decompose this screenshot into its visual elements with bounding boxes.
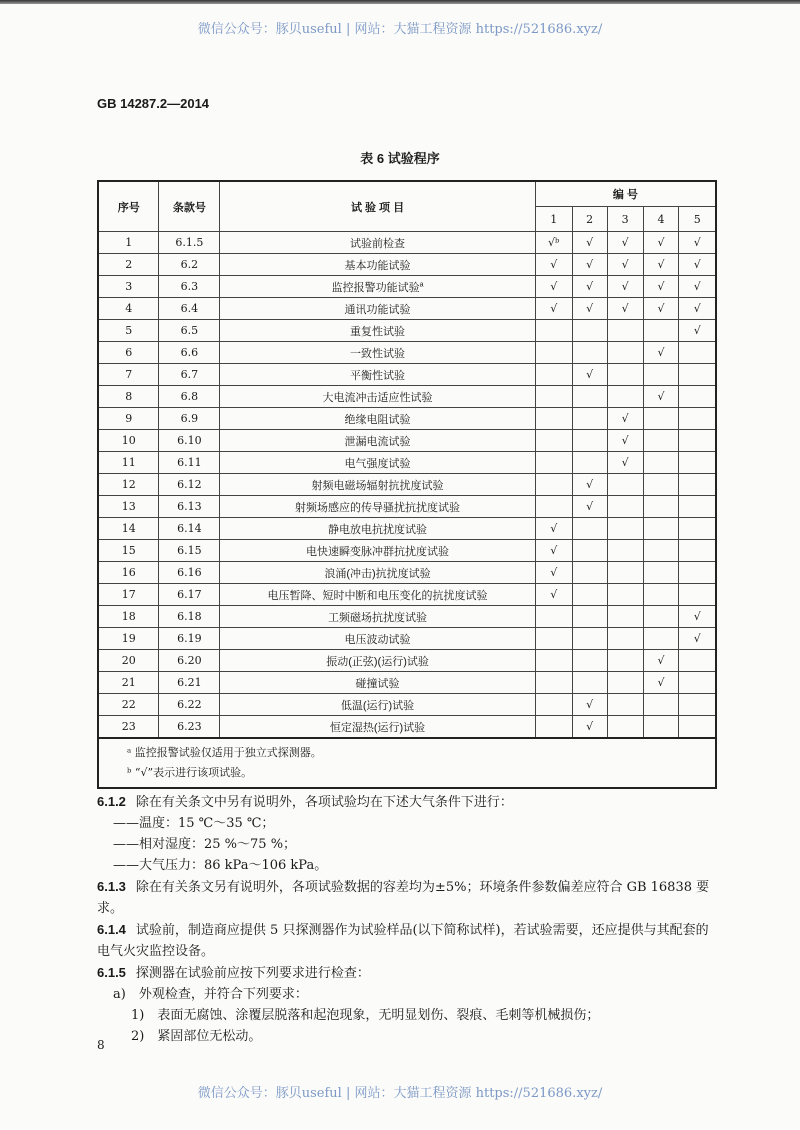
check-cell: √ [643,342,679,364]
table-row [98,342,716,364]
row-seq: 21 [98,672,159,694]
check-cell: √ [607,298,643,320]
check-cell: √ [679,298,716,320]
row-seq: 8 [98,386,159,408]
check-cell [607,716,643,739]
paragraph-text: ——大气压力：86 kPa～106 kPa。 [113,858,328,873]
check-cell [607,628,643,650]
row-item [220,606,535,628]
check-cell [643,320,679,342]
clause-number: 6.1.3 [97,879,126,894]
watermark-bottom: 微信公众号：豚贝useful | 网站：大猫工程资源 https://521686.xyz/ [197,1086,603,1101]
clause-number: 6.1.5 [97,965,126,980]
row-seq: 2 [98,254,159,276]
row-item [220,496,535,518]
check-cell [679,562,716,584]
header-col-3: 3 [607,207,643,232]
check-cell [679,364,716,386]
check-cell [607,672,643,694]
row-seq: 7 [98,364,159,386]
check-cell [572,320,607,342]
check-cell [535,364,572,386]
row-clause: 6.17 [159,584,220,606]
row-item [220,386,535,408]
row-item-label: 恒定湿热(运行)试验 [329,721,426,734]
row-seq: 13 [98,496,159,518]
row-item-label: 大电流冲击适应性试验 [322,391,433,404]
row-clause: 6.15 [159,540,220,562]
check-cell: √ [535,540,572,562]
check-cell: √ [643,232,679,254]
row-item-label: 电压暂降、短时中断和电压变化的抗扰度试验 [267,589,488,602]
row-seq: 10 [98,430,159,452]
check-cell: √ [535,254,572,276]
check-cell: √ [607,254,643,276]
check-cell [643,452,679,474]
row-clause: 6.16 [159,562,220,584]
row-clause: 6.23 [159,716,220,739]
check-cell [607,496,643,518]
table-row [98,496,716,518]
row-item-label: 泄漏电流试验 [344,435,411,448]
check-cell [535,650,572,672]
paragraph [97,876,717,919]
check-cell [572,386,607,408]
table-row [98,584,716,606]
check-cell [643,606,679,628]
check-cell [643,716,679,739]
row-item [220,694,535,716]
row-item-label: 一致性试验 [350,347,406,360]
check-cell: √ [572,694,607,716]
row-item [220,540,535,562]
paragraph [97,1026,717,1047]
table-row [98,606,716,628]
row-clause: 6.11 [159,452,220,474]
table-row [98,320,716,342]
check-cell [607,606,643,628]
row-item-label: 低温(运行)试验 [340,699,415,712]
row-item-label: 射频场感应的传导骚扰抗扰度试验 [295,501,461,514]
table-row [98,628,716,650]
paragraph-text: 试验前，制造商应提供 5 只探测器作为试验样品(以下简称试样)，若试验需要，还应提供与其配套的电气火灾监控设备。 [97,923,709,959]
body-text [97,791,717,1047]
row-item [220,474,535,496]
table-row [98,276,716,298]
check-cell: √ [607,276,643,298]
table-row [98,364,716,386]
row-clause: 6.4 [159,298,220,320]
row-item-label: 碰撞试验 [355,677,400,690]
paragraph [97,791,717,813]
check-cell: √ [679,254,716,276]
table-row [98,232,716,254]
row-item [220,320,535,342]
check-cell [607,694,643,716]
row-clause: 6.3 [159,276,220,298]
row-item-label: 基本功能试验 [344,259,411,272]
check-cell [607,562,643,584]
row-item-label: 试验前检查 [350,237,406,250]
row-item-label: 射频电磁场辐射抗扰度试验 [311,479,444,492]
row-clause: 6.7 [159,364,220,386]
check-cell [535,408,572,430]
row-clause: 6.8 [159,386,220,408]
check-cell [679,584,716,606]
check-cell [572,650,607,672]
row-seq: 22 [98,694,159,716]
table-row [98,408,716,430]
paragraph-text: ——温度：15 ℃～35 ℃； [113,816,275,831]
scan-edge [0,0,800,4]
table-note: ᵃ 监控报警试验仅适用于独立式探测器。 [127,746,322,759]
check-cell [572,672,607,694]
row-clause: 6.9 [159,408,220,430]
table-note: ᵇ “√”表示进行该项试验。 [127,766,253,779]
check-cell [572,606,607,628]
test-procedure-table [97,180,717,789]
table-row [98,540,716,562]
check-cell [572,452,607,474]
check-cell: √ [572,298,607,320]
check-cell [607,364,643,386]
check-cell [607,650,643,672]
row-item-label: 平衡性试验 [350,369,406,382]
check-cell [572,430,607,452]
row-item [220,628,535,650]
row-seq: 23 [98,716,159,739]
table-row [98,430,716,452]
check-cell: √ [607,452,643,474]
row-clause: 6.18 [159,606,220,628]
row-item [220,518,535,540]
row-seq: 4 [98,298,159,320]
row-item-label: 绝缘电阻试验 [344,413,411,426]
table-row [98,518,716,540]
check-cell: √ [607,430,643,452]
paragraph [97,813,717,834]
table-row [98,386,716,408]
check-cell [535,452,572,474]
check-cell [572,518,607,540]
check-cell [643,694,679,716]
row-item [220,650,535,672]
check-cell: √ [572,232,607,254]
check-cell [643,474,679,496]
check-cell: √ [643,650,679,672]
row-clause: 6.12 [159,474,220,496]
row-seq: 5 [98,320,159,342]
row-clause: 6.1.5 [159,232,220,254]
check-cell: √ [572,364,607,386]
row-item [220,430,535,452]
check-cell [679,496,716,518]
table-row [98,254,716,276]
row-item [220,452,535,474]
row-item [220,716,535,739]
clause-number: 6.1.4 [97,922,126,937]
row-seq: 6 [98,342,159,364]
check-cell: √ [679,276,716,298]
row-seq: 12 [98,474,159,496]
check-cell: √ [643,672,679,694]
check-cell [607,584,643,606]
clause-number: 6.1.2 [97,794,126,809]
check-cell [535,694,572,716]
check-cell [679,650,716,672]
check-cell [607,518,643,540]
check-cell [572,342,607,364]
check-cell: √ [572,276,607,298]
check-cell [607,386,643,408]
check-cell [607,342,643,364]
row-item-label: 电气强度试验 [344,457,411,470]
check-cell [679,342,716,364]
row-seq: 20 [98,650,159,672]
row-seq: 14 [98,518,159,540]
row-item-label: 静电放电抗扰度试验 [328,523,428,536]
check-cell [535,672,572,694]
row-seq: 17 [98,584,159,606]
check-cell: √ [679,628,716,650]
check-cell [643,628,679,650]
check-cell: √ [572,474,607,496]
check-cell [679,540,716,562]
row-item [220,562,535,584]
check-cell: √ [679,606,716,628]
table-row [98,474,716,496]
row-item [220,342,535,364]
row-clause: 6.13 [159,496,220,518]
check-cell [535,386,572,408]
check-cell [643,496,679,518]
row-clause: 6.6 [159,342,220,364]
check-cell [643,518,679,540]
check-cell [535,320,572,342]
row-clause: 6.5 [159,320,220,342]
check-cell [535,342,572,364]
check-cell: √ [572,496,607,518]
table-row [98,452,716,474]
table-row [98,694,716,716]
row-item [220,364,535,386]
row-clause: 6.14 [159,518,220,540]
row-clause: 6.19 [159,628,220,650]
row-item-label: 振动(正弦)(运行)试验 [326,655,429,668]
row-seq: 18 [98,606,159,628]
paragraph-text: ——相对湿度：25 %～75 %； [113,837,297,852]
check-cell [679,430,716,452]
check-cell [679,474,716,496]
check-cell: √ [643,386,679,408]
paragraph-text: 2) 紧固部位无松动。 [131,1029,262,1044]
paragraph-text: 除在有关条文另有说明外，各项试验数据的容差均为±5%；环境条件参数偏差应符合 GB 16838 要求。 [97,880,710,916]
row-item [220,298,535,320]
row-seq: 9 [98,408,159,430]
header-col-4: 4 [643,207,679,232]
row-item [220,584,535,606]
row-item-label: 工频磁场抗扰度试验 [328,611,428,624]
row-seq: 19 [98,628,159,650]
paragraph-text: a) 外观检查，并符合下列要求： [113,987,308,1002]
row-seq: 11 [98,452,159,474]
check-cell [572,540,607,562]
page-number: 8 [97,1038,105,1052]
header-clause: 条款号 [159,181,220,232]
document-id: GB 14287.2—2014 [97,96,210,111]
check-cell [679,518,716,540]
check-cell [643,364,679,386]
row-item-label: 电快速瞬变脉冲群抗扰度试验 [306,545,450,558]
row-item-label: 通讯功能试验 [344,303,411,316]
header-col-1: 1 [535,207,572,232]
check-cell: √ [535,518,572,540]
table-title: 表 6 试验程序 [360,151,440,166]
check-cell [572,628,607,650]
check-cell: √ [643,298,679,320]
check-cell: √ [679,232,716,254]
row-item [220,672,535,694]
row-clause: 6.10 [159,430,220,452]
row-item [220,232,535,254]
row-seq: 3 [98,276,159,298]
check-cell [572,408,607,430]
paragraph-text: 探测器在试验前应按下列要求进行检查： [135,966,370,981]
check-cell: √ [535,562,572,584]
row-clause: 6.2 [159,254,220,276]
table-row [98,298,716,320]
footnote-marker: a [419,280,424,288]
check-cell [535,496,572,518]
table-notes [98,738,716,788]
paragraph [97,834,717,855]
row-item [220,276,535,298]
row-item-label: 监控报警功能试验 [331,281,420,294]
header-col-2: 2 [572,207,607,232]
check-cell [643,562,679,584]
paragraph-text: 除在有关条文中另有说明外，各项试验均在下述大气条件下进行： [135,795,513,810]
check-cell [535,606,572,628]
check-cell: √ᵇ [535,232,572,254]
header-col-5: 5 [679,207,716,232]
table-row [98,650,716,672]
check-cell [679,452,716,474]
check-cell [572,584,607,606]
header-seq: 序号 [98,181,159,232]
row-item-label: 重复性试验 [350,325,406,338]
check-cell [679,386,716,408]
check-cell [643,540,679,562]
check-cell: √ [607,408,643,430]
check-cell: √ [535,584,572,606]
row-clause: 6.22 [159,694,220,716]
check-cell [607,474,643,496]
row-clause: 6.21 [159,672,220,694]
row-clause: 6.20 [159,650,220,672]
check-cell [535,628,572,650]
header-item: 试 验 项 目 [220,181,535,232]
check-cell: √ [643,254,679,276]
check-cell [607,540,643,562]
row-seq: 15 [98,540,159,562]
check-cell: √ [607,232,643,254]
paragraph [97,855,717,876]
row-item [220,254,535,276]
check-cell [679,408,716,430]
check-cell [535,474,572,496]
paragraph [97,962,717,984]
paragraph [97,919,717,962]
paragraph-text: 1) 表面无腐蚀、涂覆层脱落和起泡现象，无明显划伤、裂痕、毛刺等机械损伤； [131,1008,600,1023]
check-cell [607,320,643,342]
check-cell: √ [679,320,716,342]
paragraph [97,984,717,1005]
watermark-top: 微信公众号：豚贝useful | 网站：大猫工程资源 https://521686.xyz/ [197,22,603,37]
check-cell [679,716,716,739]
check-cell [679,694,716,716]
check-cell: √ [643,276,679,298]
row-seq: 16 [98,562,159,584]
header-group: 编 号 [535,181,716,207]
check-cell: √ [535,276,572,298]
row-item-label: 电压波动试验 [344,633,411,646]
paragraph [97,1005,717,1026]
check-cell: √ [535,298,572,320]
check-cell: √ [572,716,607,739]
row-item-label: 浪涌(冲击)抗扰度试验 [324,567,431,580]
check-cell [572,562,607,584]
row-seq: 1 [98,232,159,254]
check-cell [535,430,572,452]
check-cell [535,716,572,739]
check-cell [643,408,679,430]
table-row [98,716,716,739]
check-cell [679,672,716,694]
check-cell [643,430,679,452]
table-row [98,562,716,584]
check-cell: √ [572,254,607,276]
check-cell [643,584,679,606]
table-row [98,672,716,694]
row-item [220,408,535,430]
